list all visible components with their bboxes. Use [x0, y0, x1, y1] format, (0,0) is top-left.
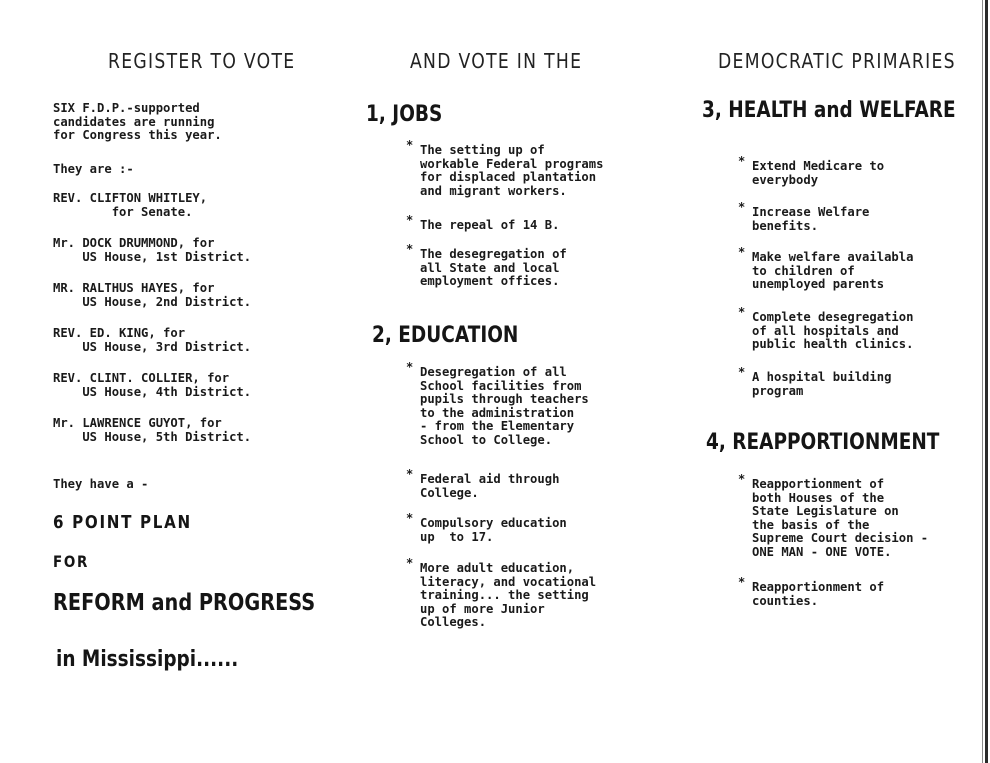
candidate-guyot: Mr. LAWRENCE GUYOT, for US House, 5th District.: [53, 416, 252, 444]
candidate-collier: REV. CLINT. COLLIER, for US House, 4th District.: [53, 371, 252, 399]
candidate-king: REV. ED. KING, for US House, 3rd District.: [53, 326, 252, 354]
candidates-intro: SIX F.D.P.-supported candidates are running for Congress this year.: [53, 101, 222, 142]
heading-primaries: DEMOCRATIC PRIMARIES: [718, 49, 956, 73]
page-edge-line: [982, 0, 983, 763]
asterisk-icon: *: [738, 305, 746, 319]
in-mississippi: in Mississippi......: [56, 647, 239, 672]
candidate-drummond: Mr. DOCK DRUMMOND, for US House, 1st District.: [53, 236, 252, 264]
heading-vote-in: AND VOTE IN THE: [410, 49, 583, 73]
section-title-education: 2, EDUCATION: [372, 323, 519, 348]
section-title-reapportionment: 4, REAPPORTIONMENT: [706, 430, 940, 455]
asterisk-icon: *: [738, 472, 746, 486]
education-item-1-text: Desegregation of all School facilities from pupils through teachers to the administration - from the Elementary School to College.: [420, 365, 589, 447]
jobs-item-1-text: The setting up of workable Federal programs for displaced plantation and migrant workers.: [420, 143, 604, 198]
asterisk-icon: *: [738, 575, 746, 589]
section-title-jobs: 1, JOBS: [366, 102, 443, 127]
jobs-item-3-text: The desegregation of all State and local employment offices.: [420, 247, 567, 288]
candidate-whitley: REV. CLIFTON WHITLEY, for Senate.: [53, 191, 208, 219]
education-item-3-text: Compulsory education up to 17.: [420, 516, 567, 544]
they-have-label: They have a -: [53, 477, 149, 491]
asterisk-icon: *: [738, 200, 746, 214]
health-item-4-text: Complete desegregation of all hospitals and public health clinics.: [752, 310, 914, 351]
education-item-4-text: More adult education, literacy, and vocational training... the setting up of more Junior Colleges.: [420, 561, 597, 629]
asterisk-icon: *: [406, 138, 414, 152]
six-point-plan: 6 POINT PLAN: [53, 512, 192, 533]
asterisk-icon: *: [738, 154, 746, 168]
health-item-5-text: A hospital building program: [752, 370, 892, 398]
reform-progress: REFORM and PROGRESS: [53, 590, 316, 616]
section-title-health: 3, HEALTH and WELFARE: [702, 98, 956, 123]
asterisk-icon: *: [406, 213, 414, 227]
asterisk-icon: *: [406, 242, 414, 256]
asterisk-icon: *: [406, 467, 414, 481]
asterisk-icon: *: [738, 365, 746, 379]
page-edge: [985, 0, 988, 763]
for-label: FOR: [53, 552, 90, 571]
reapportionment-item-1-text: Reapportionment of both Houses of the State Legislature on the basis of the Supreme Court decision - ONE MAN - ONE VOTE.: [752, 477, 929, 559]
candidate-hayes: MR. RALTHUS HAYES, for US House, 2nd District.: [53, 281, 252, 309]
health-item-2-text: Increase Welfare benefits.: [752, 205, 870, 233]
asterisk-icon: *: [738, 245, 746, 259]
heading-register: REGISTER TO VOTE: [108, 49, 296, 73]
they-are-label: They are :-: [53, 162, 134, 176]
asterisk-icon: *: [406, 556, 414, 570]
reapportionment-item-2-text: Reapportionment of counties.: [752, 580, 885, 608]
jobs-item-2-text: The repeal of 14 B.: [420, 218, 560, 232]
health-item-3-text: Make welfare availabla to children of unemployed parents: [752, 250, 914, 291]
education-item-2-text: Federal aid through College.: [420, 472, 560, 500]
asterisk-icon: *: [406, 360, 414, 374]
asterisk-icon: *: [406, 511, 414, 525]
health-item-1-text: Extend Medicare to everybody: [752, 159, 885, 187]
